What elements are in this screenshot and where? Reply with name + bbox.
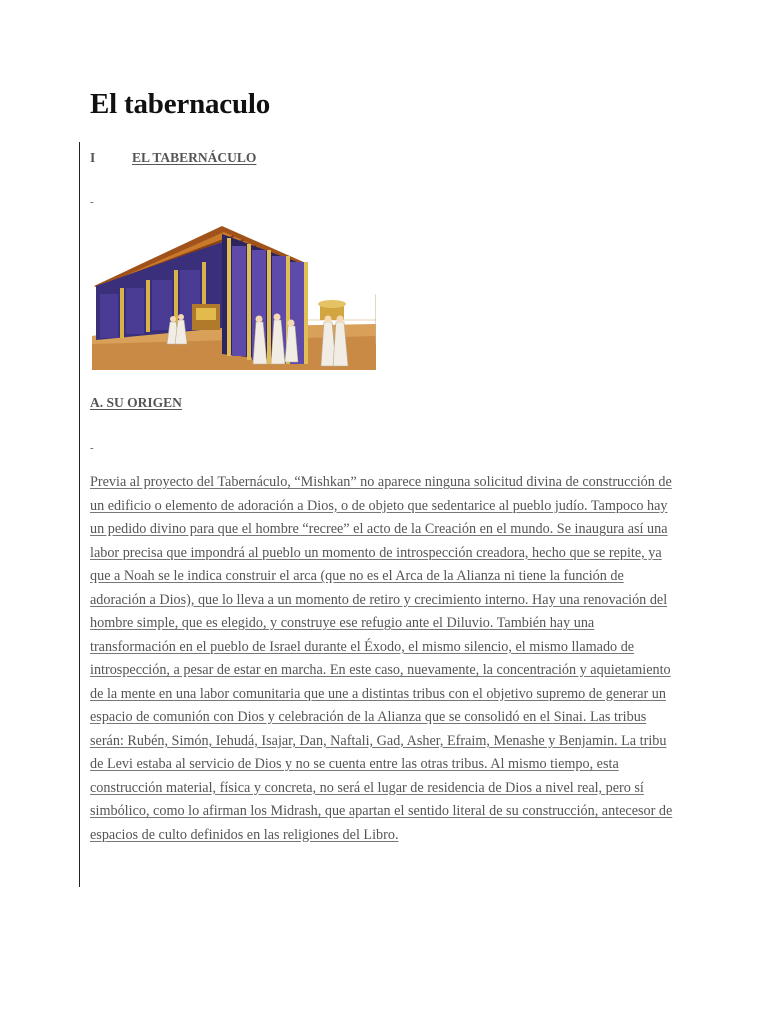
section-number: I: [90, 150, 96, 165]
section-heading-a[interactable]: A. SU ORIGEN: [90, 395, 182, 410]
margin-rule: [79, 142, 80, 887]
tabernacle-illustration: [92, 224, 376, 370]
body-paragraph[interactable]: Previa al proyecto del Tabernáculo, “Mishkan” no aparece ninguna solicitud divina de construcción de un edificio o elemento de adoración a Dios, o de objeto que sedentarice al pueblo judío. Tampoco hay un pedido divino para que el hombre “recree” el acto de la Creación en el mundo. Se inaugura así una labor precisa que impondrá al pueblo un momento de introspección creadora, hecho que se repite, ya que a Noah se le indica construir el arca (que no es el Arca de la Alianza ni tiene la función de adoración a Dios), que lo lleva a un momento de retiro y crecimiento interno. Hay una renovación del hombre simple, que es elegido, y construye ese refugio ante el Diluvio. También hay una transformación en el pueblo de Israel durante el Éxodo, el mismo silencio, el mismo llamado de introspección, a pesar de estar en marcha. En este caso, nuevamente, la concentración y aquietamiento de la mente en una labor comunitaria que une a distintas tribus con el objetivo supremo de generar un espacio de comunión con Dios y celebración de la Alianza que se consolidó en el Sinai. Las tribus serán: Rubén, Simón, Iehudá, Isajar, Dan, Naftali, Gad, Asher, Efraim, Menashe y Benjamin. La tribu de Levi estaba al servicio de Dios y no se cuenta entre las otras tribus. Al mismo tiempo, esta construcción material, física y concreta, no será el lugar de residencia de Dios a nivel real, pero sí simbólico, como lo afirman los Midrash, que apartan el sentido literal de su construcción, antecesor de espacios de culto definidos en las religiones del Libro.: [90, 474, 673, 843]
section-title: EL TABERNÁCULO: [132, 150, 257, 165]
section-heading-1[interactable]: [90, 150, 256, 166]
document-title: El tabernaculo: [90, 88, 271, 120]
separator-dash: -: [90, 442, 94, 454]
separator-dash: -: [90, 196, 94, 208]
